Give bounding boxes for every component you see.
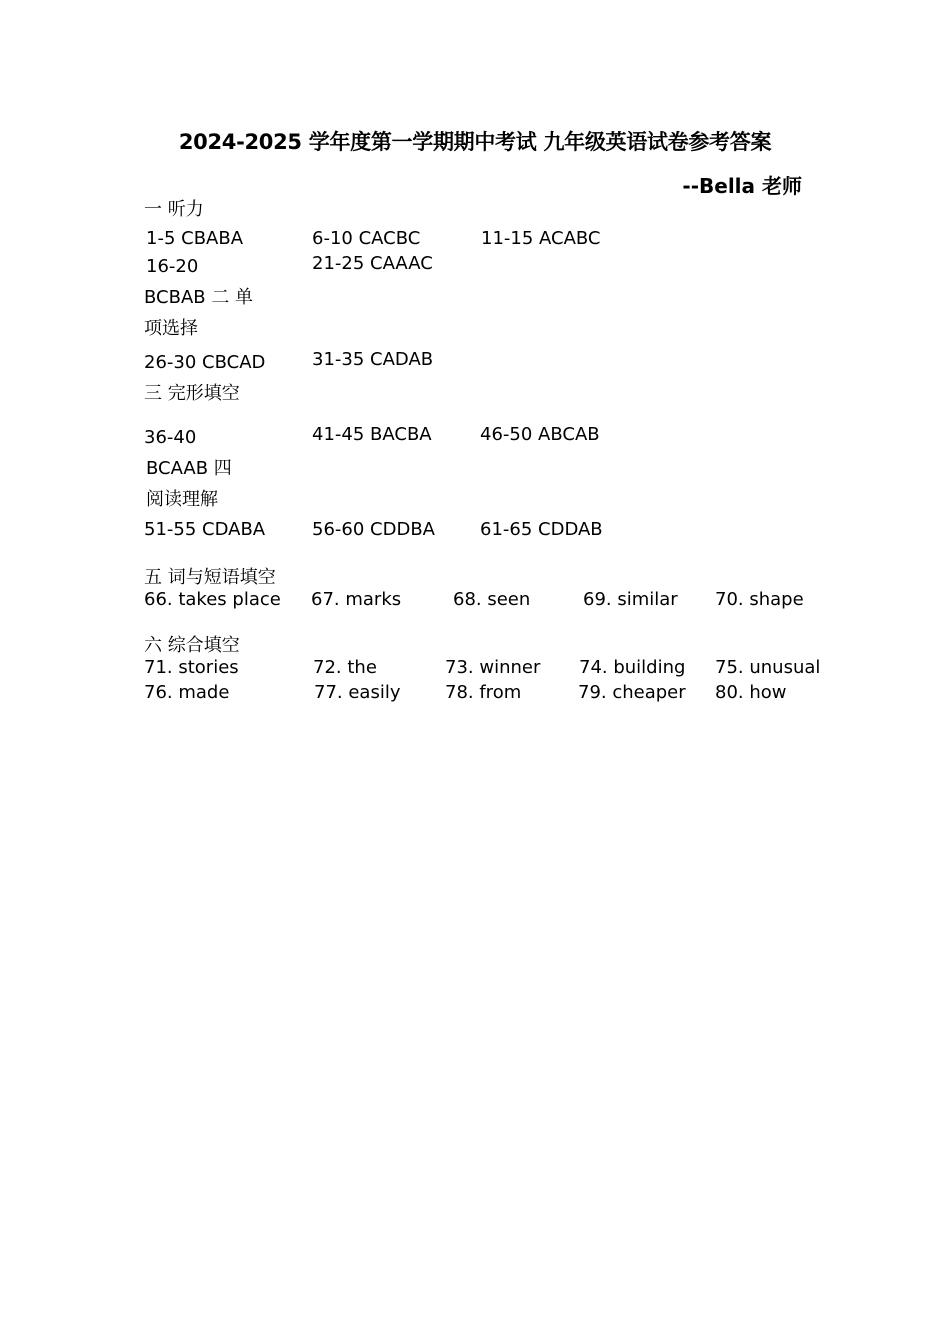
- answer-51-55: 51-55 CDABA: [144, 519, 266, 540]
- answer-36-40-label: 36-40: [144, 427, 197, 448]
- answer-75: 75. unusual: [715, 657, 821, 678]
- answer-1-5: 1-5 CBABA: [146, 228, 244, 249]
- answer-16-20-label: 16-20: [146, 256, 199, 277]
- answer-74: 74. building: [579, 657, 686, 678]
- answer-68: 68. seen: [453, 589, 531, 610]
- answer-41-45: 41-45 BACBA: [312, 424, 432, 445]
- answer-77: 77. easily: [314, 682, 401, 703]
- answer-61-65: 61-65 CDDAB: [480, 519, 603, 540]
- section-heading-listening: 一 听力: [144, 199, 204, 220]
- answer-26-30: 26-30 CBCAD: [144, 352, 266, 373]
- answer-72: 72. the: [313, 657, 377, 678]
- answer-36-40-value: BCAAB 四: [146, 458, 232, 479]
- answer-69: 69. similar: [583, 589, 678, 610]
- answer-11-15: 11-15 ACABC: [481, 228, 601, 249]
- answer-21-25: 21-25 CAAAC: [312, 253, 433, 274]
- answer-66: 66. takes place: [144, 589, 281, 610]
- answer-31-35: 31-35 CADAB: [312, 349, 434, 370]
- answer-70: 70. shape: [715, 589, 804, 610]
- page-title: 2024-2025 学年度第一学期期中考试 九年级英语试卷参考答案: [178, 130, 772, 154]
- answer-16-20-value: BCBAB 二 单: [144, 287, 254, 308]
- answer-73: 73. winner: [445, 657, 541, 678]
- answer-46-50: 46-50 ABCAB: [480, 424, 600, 445]
- answer-76: 76. made: [144, 682, 230, 703]
- answer-56-60: 56-60 CDDBA: [312, 519, 435, 540]
- answer-71: 71. stories: [144, 657, 239, 678]
- section-heading-word-fill: 五 词与短语填空: [144, 567, 276, 588]
- section-heading-single-choice: 项选择: [144, 318, 198, 339]
- answer-67: 67. marks: [311, 589, 402, 610]
- answer-79: 79. cheaper: [578, 682, 686, 703]
- author: --Bella 老师: [682, 174, 802, 198]
- section-heading-comprehensive: 六 综合填空: [144, 635, 240, 656]
- answer-80: 80. how: [715, 682, 787, 703]
- answer-78: 78. from: [445, 682, 522, 703]
- answer-6-10: 6-10 CACBC: [312, 228, 421, 249]
- section-heading-reading: 阅读理解: [146, 489, 218, 510]
- section-heading-cloze: 三 完形填空: [144, 383, 240, 404]
